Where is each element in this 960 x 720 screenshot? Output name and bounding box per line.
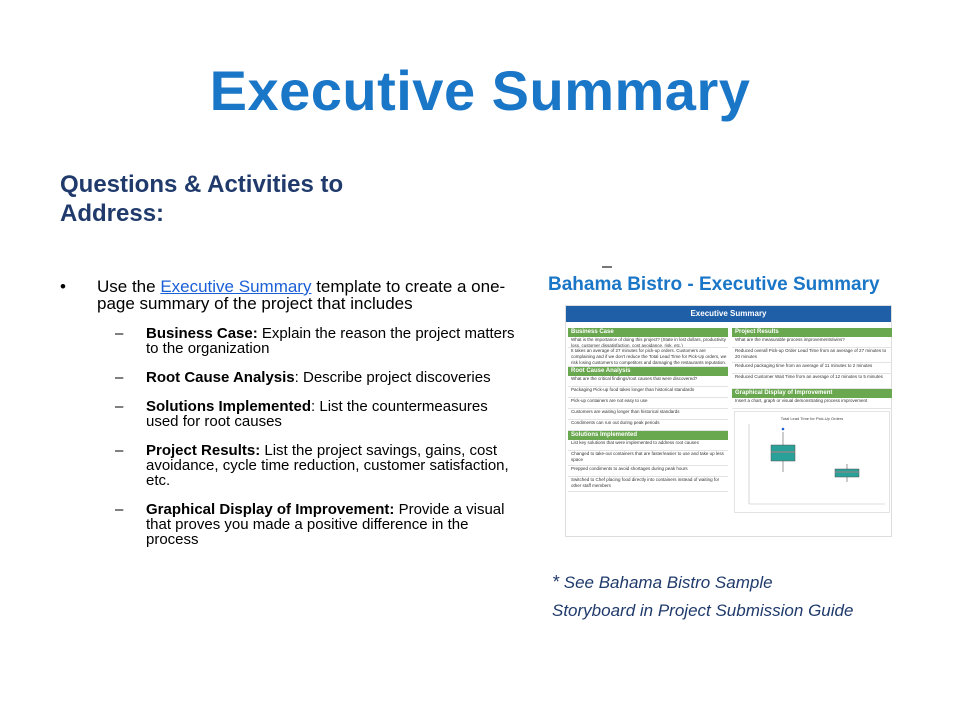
sub-label: Root Cause Analysis bbox=[146, 369, 295, 386]
chart-caption: Total Lead Time for Pick-Up Orders bbox=[780, 416, 844, 421]
thumbnail-header: Executive Summary bbox=[566, 306, 891, 322]
thumb-line: List key solutions that were implemented to address root causes bbox=[568, 440, 728, 451]
thumb-line: Insert a chart, graph or visual demonstrating process improvement bbox=[732, 398, 892, 409]
thumb-line: Condiments can run out during peak periods bbox=[568, 420, 728, 431]
sub-item-business-case bbox=[115, 326, 520, 356]
sub-text: List the project savings, gains, cost avoidance, cycle time reduction, customer satisfaction, etc. bbox=[146, 442, 509, 489]
storyboard-note bbox=[552, 568, 853, 625]
sub-label: Project Results: bbox=[146, 442, 261, 459]
sub-text: : List the countermeasures used for root causes bbox=[146, 398, 488, 430]
note-line-1 bbox=[552, 568, 853, 597]
section-business-case: Business Case bbox=[568, 328, 728, 337]
sub-label: Graphical Display of Improvement: bbox=[146, 501, 395, 518]
section-solutions: Solutions Implemented bbox=[568, 431, 728, 440]
section-graphical-display: Graphical Display of Improvement bbox=[732, 389, 892, 398]
subheading: Questions & Activities to Address: bbox=[60, 171, 344, 227]
thumb-line: Reduced Customer Wait Time from an average of 12 minutes to 5 minutes bbox=[732, 374, 892, 389]
thumb-line: What are the measurable process improvements/wins? bbox=[732, 337, 892, 348]
note-star: * bbox=[552, 572, 560, 592]
thumbnail-document bbox=[565, 305, 892, 537]
bullet-prefix: Use the bbox=[97, 277, 161, 296]
sub-marker: – bbox=[115, 325, 124, 342]
sub-item-solutions bbox=[115, 399, 520, 429]
page-title: Executive Summary bbox=[209, 59, 751, 122]
sub-text: Explain the reason the project matters to the organization bbox=[146, 325, 515, 357]
box-before-outlier bbox=[782, 428, 785, 431]
sub-item-root-cause bbox=[115, 370, 520, 385]
thumb-line: Pick-up containers are not easy to use bbox=[568, 398, 728, 409]
thumb-line: It takes an average of 27 minutes for pick-up orders. Customers are complaining and if we don't reduce the Total Lead Time for Pick-Up orders, we risk losing customers to competitors and damaging the restaurants reputation. bbox=[568, 348, 728, 367]
main-bullet bbox=[60, 278, 520, 312]
section-project-results: Project Results bbox=[732, 328, 892, 337]
sub-item-project-results bbox=[115, 443, 520, 488]
thumbnail-boxplot bbox=[734, 411, 890, 513]
box-before bbox=[771, 445, 795, 461]
thumb-line: Packaging Pick-up food takes longer than historical standards bbox=[568, 387, 728, 398]
thumbnail-title: Bahama Bistro - Executive Summary bbox=[548, 274, 880, 295]
thumbnail-right-column bbox=[732, 328, 892, 513]
note-text-1: See Bahama Bistro Sample bbox=[559, 573, 773, 592]
bullet-list bbox=[60, 278, 520, 561]
sub-list bbox=[115, 326, 520, 547]
thumb-line: What are the critical findings/root causes that were discovered? bbox=[568, 376, 728, 387]
thumb-line: Customers are waiting longer than historical standards bbox=[568, 409, 728, 420]
executive-summary-link[interactable]: Executive Summary bbox=[160, 277, 312, 296]
storyboard-thumbnail bbox=[545, 262, 915, 540]
bullet-marker: • bbox=[60, 277, 66, 296]
sub-marker: – bbox=[115, 369, 124, 386]
sub-text: Provide a visual that proves you made a positive difference in the process bbox=[146, 501, 505, 548]
sub-item-graphical-display bbox=[115, 502, 520, 547]
note-line-2: Storyboard in Project Submission Guide bbox=[552, 601, 854, 620]
section-root-cause: Root Cause Analysis bbox=[568, 367, 728, 376]
sub-label: Solutions Implemented bbox=[146, 398, 312, 415]
bullet-suffix: template to create a one-page summary of the project that includes bbox=[97, 277, 506, 313]
boxplot-svg bbox=[735, 412, 889, 512]
thumbnail-left-column bbox=[568, 328, 728, 492]
thumb-line: What is the importance of doing this project? (State in lost dollars, productivity loss, customer dissatisfaction, cost avoidance, risk, etc.) bbox=[568, 337, 728, 348]
thumb-line: Switched to Chef placing food directly into containers instead of waiting for other staff members bbox=[568, 477, 728, 492]
thumb-line: Prepped condiments to avoid shortages during peak hours bbox=[568, 466, 728, 477]
thumb-line: Reduced packaging time from an average of 11 minutes to 2 minutes bbox=[732, 363, 892, 374]
cursor-mark bbox=[602, 266, 612, 268]
box-after bbox=[835, 469, 859, 477]
sub-marker: – bbox=[115, 501, 124, 518]
thumb-line: Changed to take-out containers that are faster/easier to use and take up less space bbox=[568, 451, 728, 466]
sub-label: Business Case: bbox=[146, 325, 258, 342]
sub-marker: – bbox=[115, 442, 124, 459]
sub-text: : Describe project discoveries bbox=[294, 369, 491, 386]
sub-marker: – bbox=[115, 398, 124, 415]
thumb-line: Reduced overall Pick-up Order Lead Time from an average of 27 minutes to 20 minutes bbox=[732, 348, 892, 363]
